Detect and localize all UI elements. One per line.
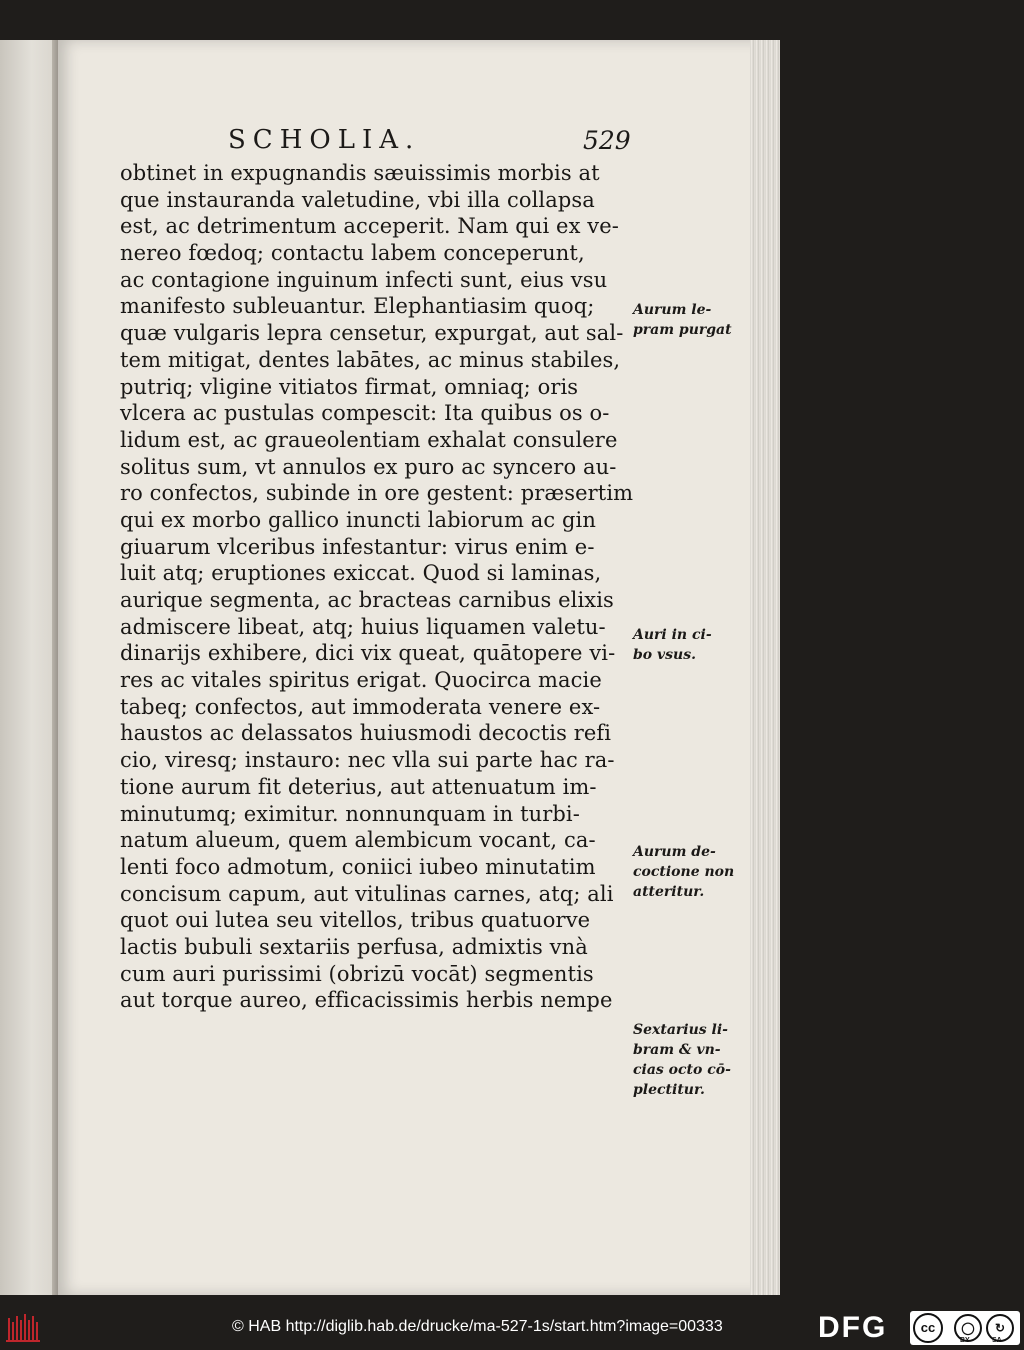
source-credit-link[interactable]: © HAB http://diglib.hab.de/drucke/ma-527-1s/start.htm?image=00333: [232, 1318, 723, 1335]
text-line: nereo fœdoq; contactu labem conceperunt,: [120, 241, 585, 266]
text-line: lactis bubuli sextariis perfusa, admixtis vnà: [120, 934, 588, 959]
margin-note-line: bo vsus.: [633, 647, 696, 663]
page-number: 529: [583, 126, 631, 155]
text-line: obtinet in expugnandis sæuissimis morbis at: [120, 161, 600, 185]
margin-note-aurum-decoctione: [633, 842, 753, 902]
margin-note-line: plectitur.: [633, 1082, 705, 1098]
text-line: cum auri purissimi (obrizū vocāt) segmentis: [120, 961, 594, 986]
margin-note-line: Aurum le-: [633, 302, 712, 318]
previous-page-edge: [0, 40, 58, 1295]
text-line: res ac vitales spiritus erigat. Quocirca macie: [120, 668, 602, 693]
margin-note-sextarius: [633, 1020, 753, 1100]
book-page: [58, 40, 758, 1295]
margin-note-aurum-lepram: [633, 300, 753, 340]
text-line: concisum capum, aut vitulinas carnes, atq; ali: [120, 881, 614, 906]
margin-note-line: Auri in ci-: [633, 627, 712, 643]
margin-note-line: bram & vn-: [633, 1042, 721, 1058]
text-line: natum alueum, quem alembicum vocant, ca-: [120, 828, 596, 853]
text-line: est, ac detrimentum acceperit. Nam qui ex ve-: [120, 214, 619, 239]
sa-label: SA: [992, 1337, 1002, 1344]
text-line: solitus sum, vt annulos ex puro ac syncero au-: [120, 454, 617, 479]
creative-commons-badge[interactable]: [910, 1311, 1020, 1345]
text-line: giuarum vlceribus infestantur: virus enim e-: [120, 534, 595, 559]
footer-bar: [0, 1306, 1024, 1350]
margin-note-line: Aurum de-: [633, 844, 716, 860]
text-line: aut torque aureo, efficacissimis herbis nempe: [120, 988, 613, 1013]
body-text: [120, 160, 640, 1014]
text-line: dinarijs exhibere, dici vix queat, quātopere vi-: [120, 641, 616, 666]
text-line: admiscere libeat, atq; huius liquamen valetu-: [120, 614, 606, 639]
text-line: tabeq; confectos, aut immoderata venere ex-: [120, 694, 601, 719]
text-line: minutumq; eximitur. nonnunquam in turbi-: [120, 801, 580, 826]
text-line: quæ vulgaris lepra censetur, expurgat, aut sal-: [120, 321, 624, 346]
margin-note-line: Sextarius li-: [633, 1022, 728, 1038]
page-fore-edge: [750, 40, 780, 1295]
hab-logo-icon[interactable]: [6, 1312, 42, 1344]
text-line: tem mitigat, dentes labātes, ac minus stabiles,: [120, 347, 621, 372]
text-line: manifesto subleuantur. Elephantiasim quoq;: [120, 294, 595, 319]
by-label: BY: [960, 1337, 970, 1344]
text-line: quot oui lutea seu vitellos, tribus quatuorve: [120, 908, 591, 933]
margin-note-line: pram purgat: [633, 322, 732, 338]
margin-note-line: cias octo cō-: [633, 1062, 731, 1078]
cc-icon: cc: [913, 1313, 943, 1343]
text-line: ro confectos, subinde in ore gestent: præsertim: [120, 481, 634, 506]
by-icon: ◯: [954, 1314, 982, 1342]
text-line: tione aurum fit deterius, aut attenuatum im-: [120, 774, 597, 799]
text-line: lidum est, ac graueolentiam exhalat consulere: [120, 427, 618, 452]
text-line: vlcera ac pustulas compescit: Ita quibus os o-: [120, 401, 610, 426]
sa-icon: ↻: [986, 1314, 1014, 1342]
text-line: luit atq; eruptiones exiccat. Quod si laminas,: [120, 561, 602, 586]
dfg-logo[interactable]: DFG: [818, 1311, 888, 1344]
text-line: cio, viresq; instauro: nec vlla sui parte hac ra-: [120, 748, 615, 773]
text-line: putriq; vligine vitiatos firmat, omniaq; oris: [120, 374, 579, 399]
text-line: aurique segmenta, ac bracteas carnibus elixis: [120, 588, 614, 612]
text-line: qui ex morbo gallico inuncti labiorum ac gin: [120, 507, 596, 532]
text-line: que instauranda valetudine, vbi illa collapsa: [120, 187, 595, 212]
text-line: haustos ac delassatos huiusmodi decoctis refi: [120, 721, 612, 746]
text-line: lenti foco admotum, coniici iubeo minutatim: [120, 854, 596, 879]
running-head: SCHOLIA.: [228, 125, 421, 155]
margin-note-line: coctione non: [633, 864, 735, 880]
margin-note-auri-cibo: [633, 625, 753, 665]
text-line: ac contagione inguinum infecti sunt, eius vsu: [120, 267, 608, 292]
margin-note-line: atteritur.: [633, 884, 705, 900]
